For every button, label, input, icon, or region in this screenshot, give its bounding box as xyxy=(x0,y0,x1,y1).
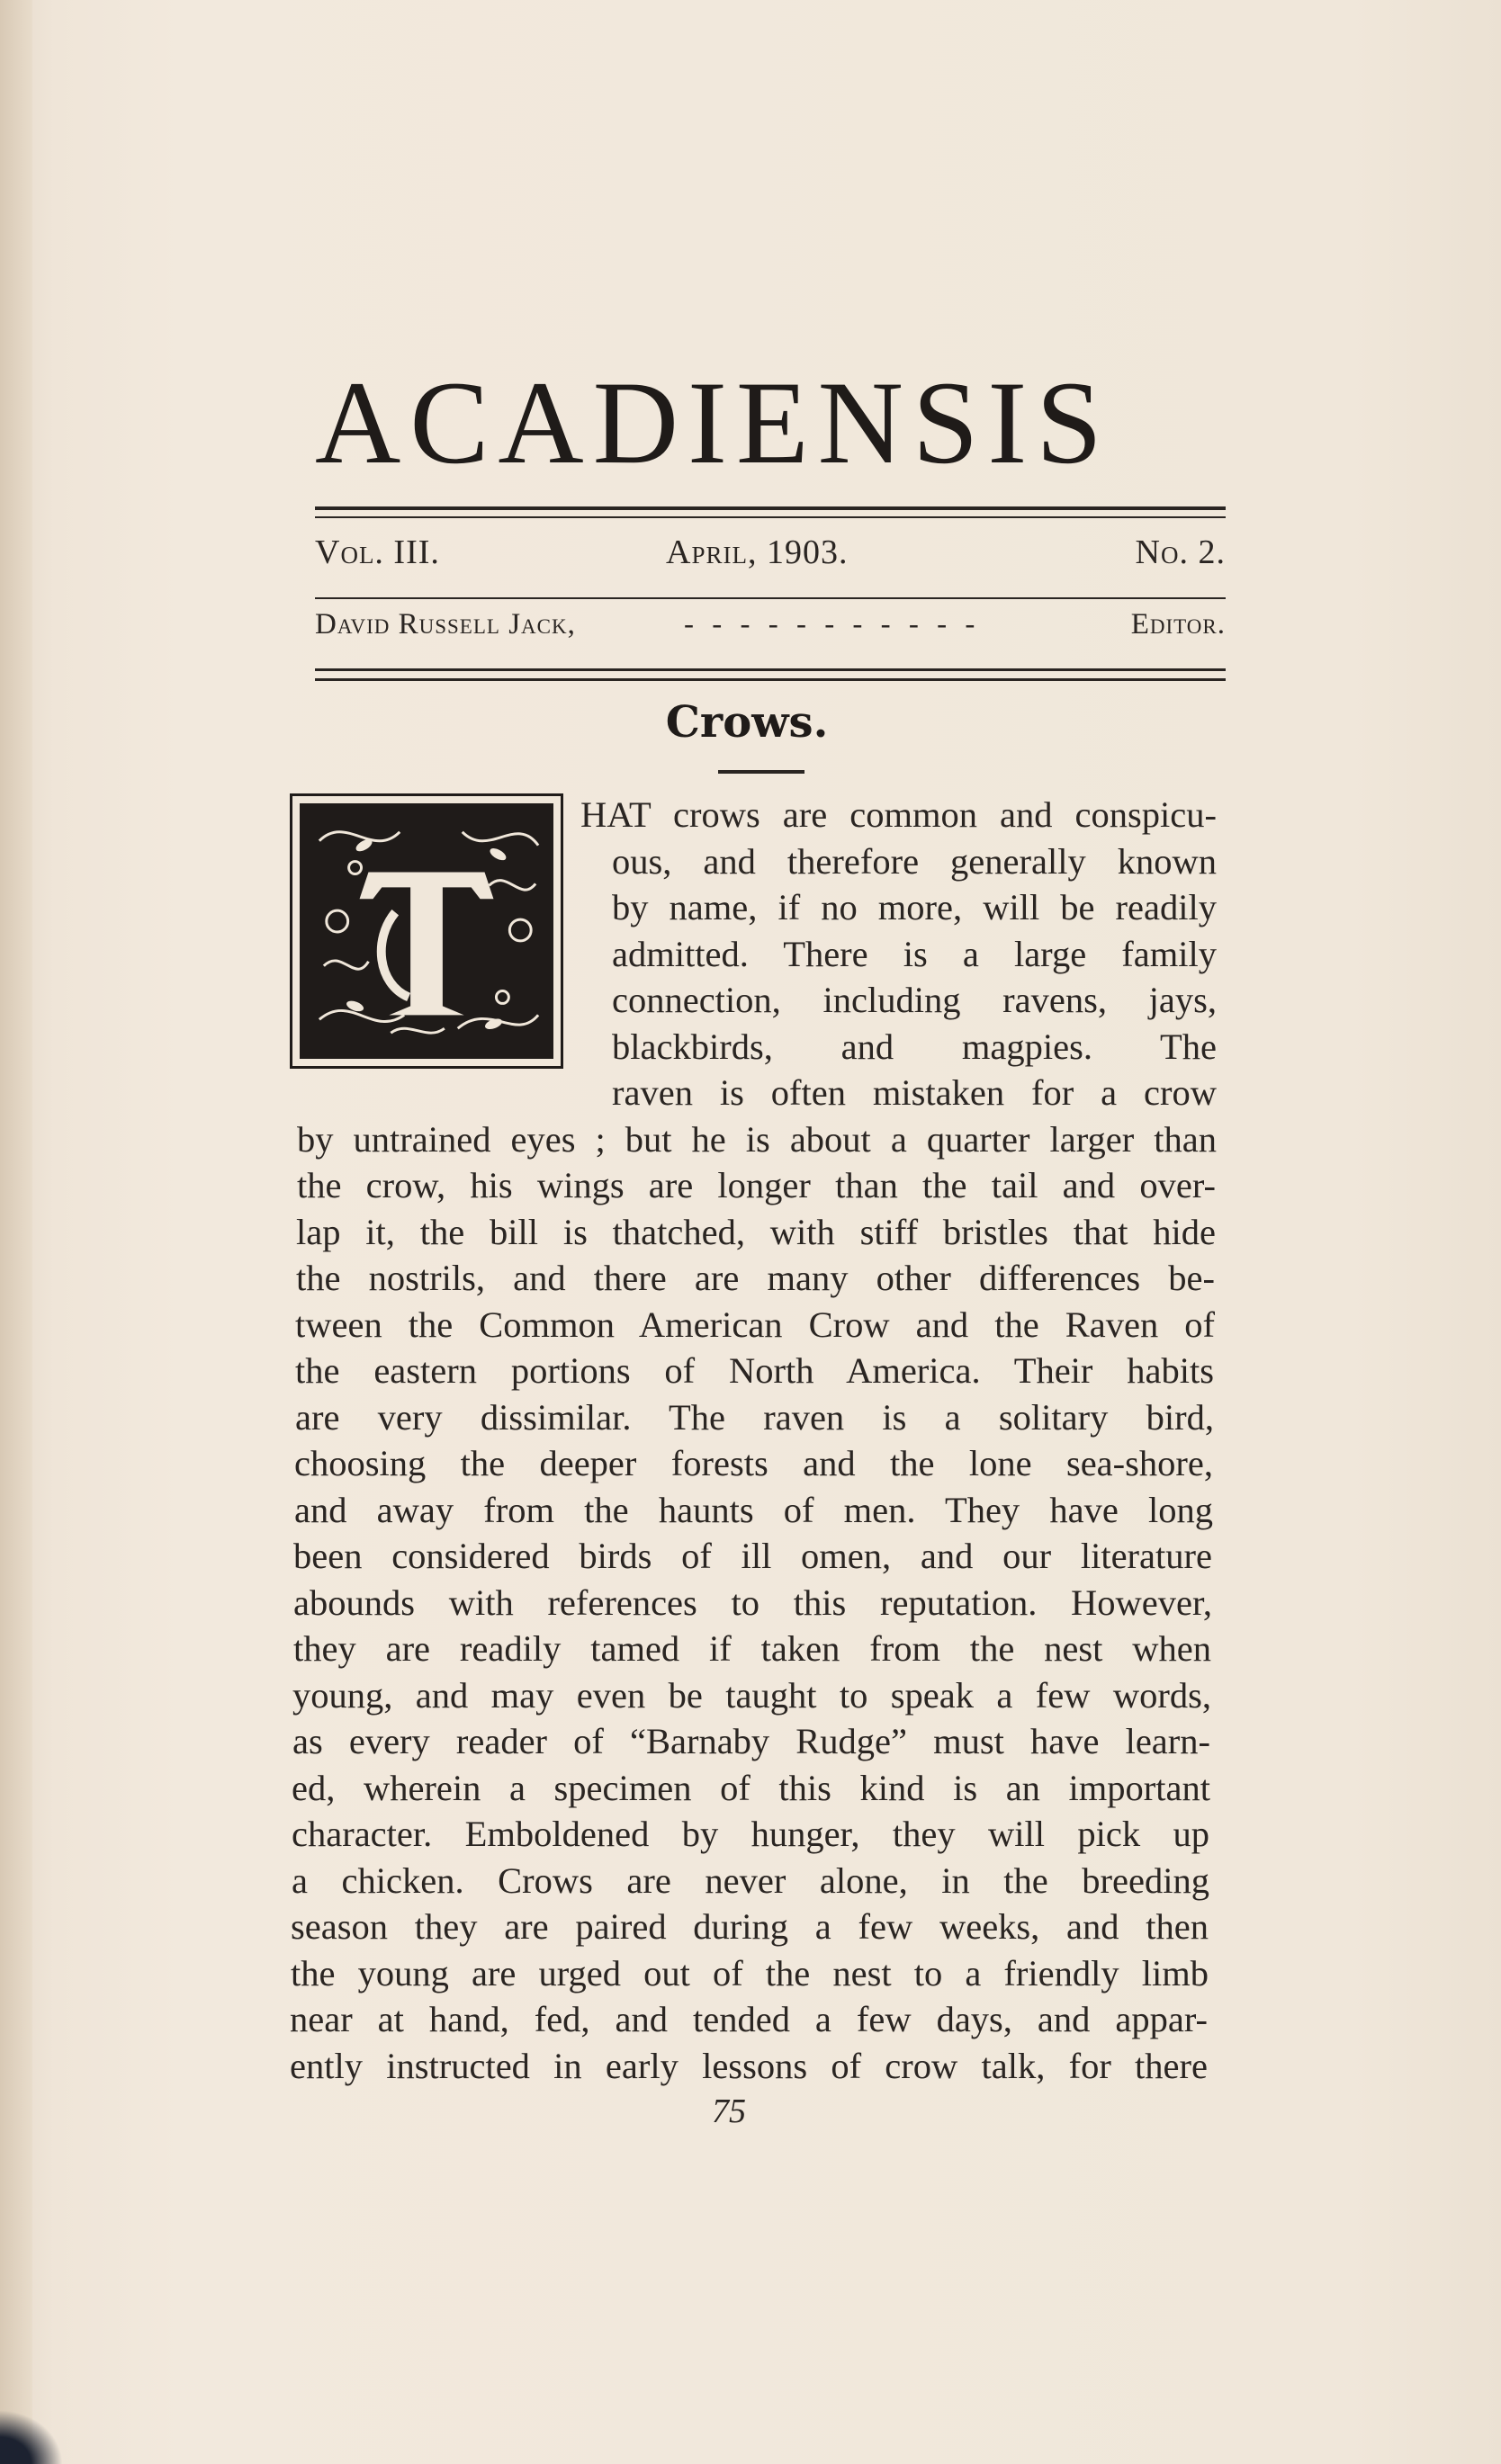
issue-number: No. 2. xyxy=(1135,533,1226,571)
article-line: raven is often mistaken for a crow xyxy=(612,1072,1217,1113)
article-line: HAT crows are common and conspicu- xyxy=(580,794,1217,835)
editor-rule-top xyxy=(315,668,1226,671)
article-line: young, and may even be taught to speak a few words, xyxy=(292,1675,1211,1716)
article-title: Crows. xyxy=(665,697,829,748)
article-line: character. Emboldened by hunger, they will pick up xyxy=(292,1814,1209,1854)
editor-rule-bottom xyxy=(315,678,1226,681)
article-line: near at hand, fed, and tended a few days, and appar- xyxy=(290,1999,1208,2039)
article-line: been considered birds of ill omen, and our literature xyxy=(293,1536,1212,1576)
article-line: lap it, the bill is thatched, with stiff bristles that hide xyxy=(296,1212,1216,1252)
article-line: choosing the deeper forests and the lone sea-shore, xyxy=(294,1443,1213,1483)
page-number: 75 xyxy=(712,2092,746,2130)
article-line: they are readily tamed if taken from the nest when xyxy=(293,1628,1211,1669)
article-line: the nostrils, and there are many other differences be- xyxy=(296,1258,1215,1298)
article-line: the crow, his wings are longer than the tail and over- xyxy=(297,1165,1216,1205)
masthead-rule-top xyxy=(315,506,1226,510)
floral-ornament-icon xyxy=(301,805,552,1057)
article-line: ently instructed in early lessons of crow talk, for there xyxy=(290,2046,1208,2086)
editor-name: David Russell Jack, xyxy=(315,608,576,641)
article-line: by untrained eyes ; but he is about a quarter larger than xyxy=(297,1119,1217,1160)
journal-title: ACADIENSIS xyxy=(315,356,1111,488)
editor-role: Editor. xyxy=(1130,608,1226,641)
corner-shadow xyxy=(0,2410,63,2464)
issue-info-row xyxy=(315,533,1226,578)
masthead-rule-top-thin xyxy=(315,516,1226,518)
volume-label: Vol. III. xyxy=(315,533,440,571)
article-line: abounds with references to this reputation. However, xyxy=(293,1582,1212,1623)
issue-date: April, 1903. xyxy=(666,533,849,571)
title-underline xyxy=(718,770,804,774)
article-line: a chicken. Crows are never alone, in the breeding xyxy=(292,1860,1209,1901)
article-line: blackbirds, and magpies. The xyxy=(612,1026,1217,1067)
article-line: admitted. There is a large family xyxy=(612,934,1217,974)
info-rule xyxy=(315,597,1226,599)
article-line: tween the Common American Crow and the Raven of xyxy=(295,1304,1215,1345)
article-line: the young are urged out of the nest to a friendly limb xyxy=(291,1953,1209,1994)
article-line: connection, including ravens, jays, xyxy=(612,980,1217,1020)
editor-row xyxy=(315,608,1226,650)
dropcap-ornament xyxy=(300,803,553,1059)
article-line: and away from the haunts of men. They have long xyxy=(294,1490,1213,1530)
article-line: ed, wherein a specimen of this kind is an important xyxy=(292,1768,1210,1808)
article-line: as every reader of “Barnaby Rudge” must have learn- xyxy=(292,1721,1210,1761)
editor-leader: - - - - - - - - - - - xyxy=(684,608,981,641)
article-line: the eastern portions of North America. Their habits xyxy=(295,1350,1214,1391)
dropcap-frame xyxy=(290,793,563,1069)
page-gutter xyxy=(0,0,32,2464)
article-line: are very dissimilar. The raven is a solitary bird, xyxy=(295,1397,1214,1438)
article-line: ous, and therefore generally known xyxy=(612,841,1217,882)
article-line: season they are paired during a few weeks, and then xyxy=(291,1906,1209,1947)
article-line: by name, if no more, will be readily xyxy=(612,887,1217,927)
